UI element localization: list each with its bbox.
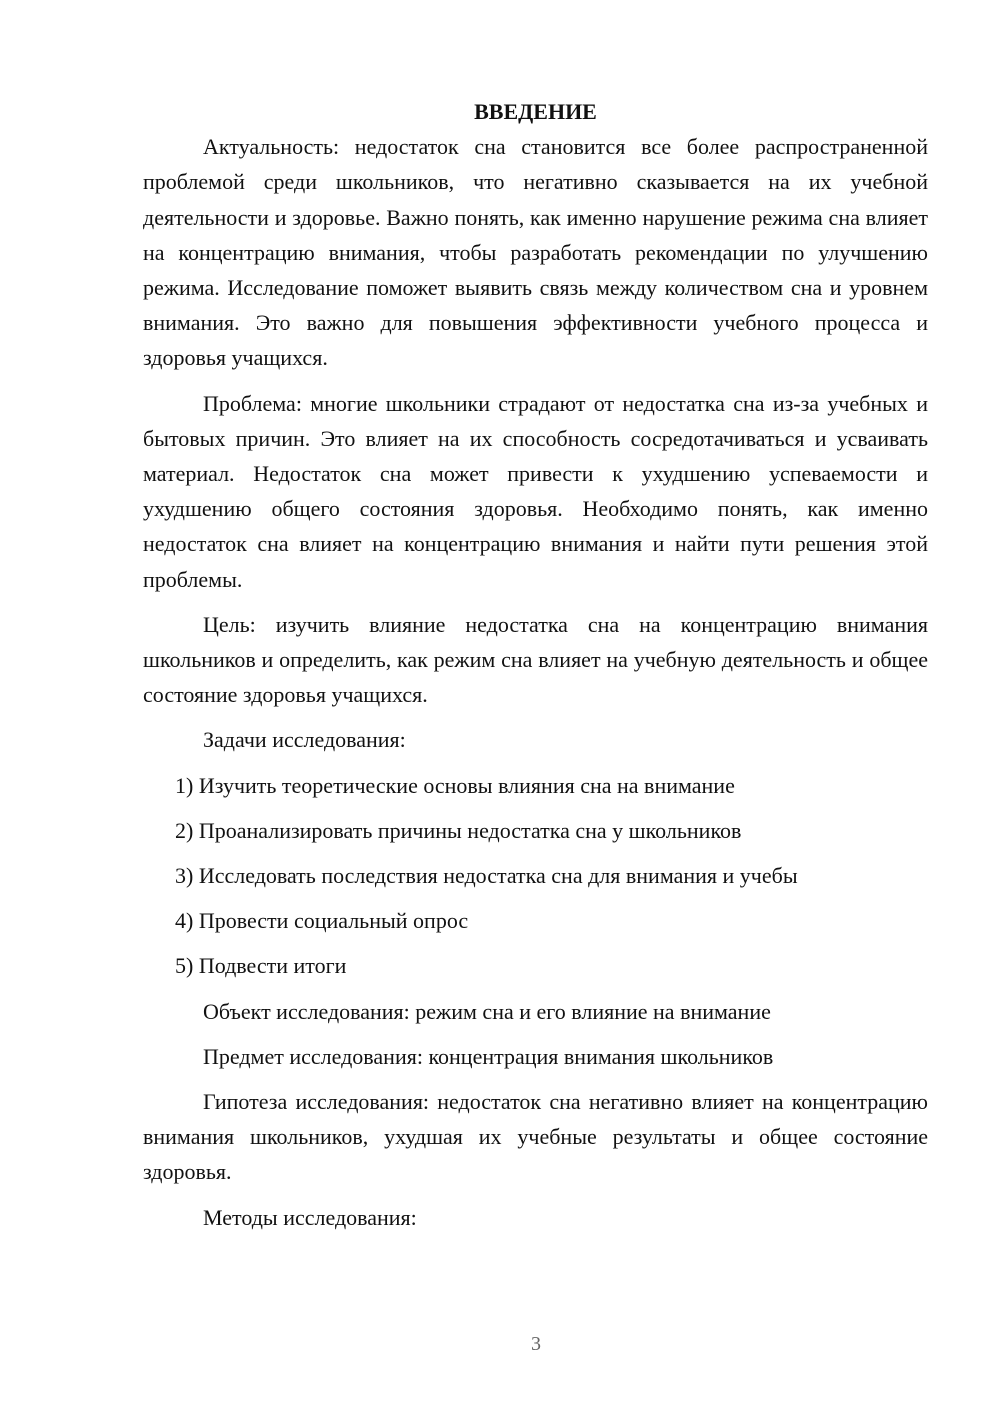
tasks-list [143, 768, 928, 984]
problem-paragraph: Проблема: многие школьники страдают от недостатка сна из-за учебных и бытовых причин. Это влияет на их способность сосредотачиваться и усваивать материал. Недостаток сна может привести к ухудшению успеваемости и ухудшению общего состояния здоровья. Необходимо понять, как именно недостаток сна влияет на концентрацию внимания и найти пути решения этой проблемы. [143, 390, 928, 592]
task-item: 4) Провести социальный опрос [175, 908, 469, 934]
task-item: 2) Проанализировать причины недостатка сна у школьников [175, 817, 742, 843]
page-title: ВВЕДЕНИЕ [474, 99, 597, 124]
task-item: 3) Исследовать последствия недостатка сна для внимания и учебы [175, 863, 798, 889]
goal-paragraph: Цель: изучить влияние недостатка сна на концентрацию внимания школьников и определить, как режим сна влияет на учебную деятельность и общее состояние здоровья учащихся. [143, 611, 928, 708]
relevance-paragraph: Актуальность: недостаток сна становится все более распространенной проблемой среди школьников, что негативно сказывается на их учебной деятельности и здоровье. Важно понять, как именно нарушение режима сна влияет на концентрацию внимания, чтобы разработать рекомендации по улучшению режима. Исследование поможет выявить связь между количеством сна и уровнем внимания. Это важно для повышения эффективности учебного процесса и здоровья учащихся. [143, 134, 928, 371]
object-paragraph: Объект исследования: режим сна и его влияние на внимание [203, 998, 771, 1024]
page-content [143, 94, 928, 1245]
hypothesis-paragraph: Гипотеза исследования: недостаток сна негативно влияет на концентрацию внимания школьников, ухудшая их учебные результаты и общее состояние здоровья. [143, 1089, 928, 1185]
subject-paragraph: Предмет исследования: концентрация внимания школьников [203, 1043, 774, 1069]
tasks-heading: Задачи исследования: [203, 727, 406, 753]
page-number: 3 [531, 1333, 541, 1355]
task-item: 5) Подвести итоги [175, 953, 347, 979]
methods-heading: Методы исследования: [203, 1204, 417, 1230]
task-item: 1) Изучить теоретические основы влияния сна на внимание [175, 772, 735, 798]
